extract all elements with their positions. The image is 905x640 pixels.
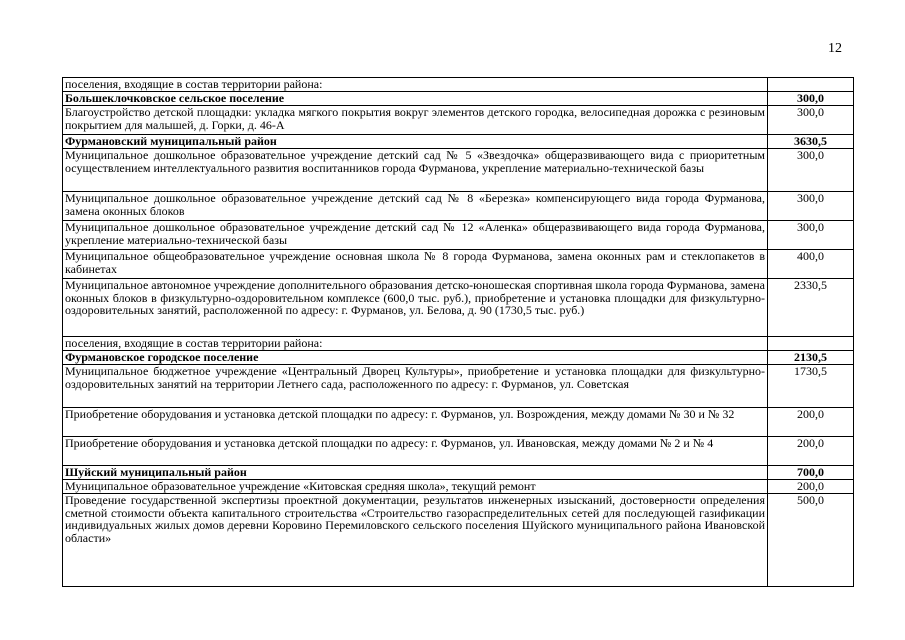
row-description: Муниципальное общеобразовательное учреждение основная школа № 8 города Фурманова, замена оконных рам и стеклопакетов в кабинетах <box>63 250 768 279</box>
table-row <box>63 250 854 279</box>
page-number: 12 <box>828 41 842 56</box>
row-description: Проведение государственной экспертизы проектной документации, результатов инженерных изысканий, достоверности определения сметной стоимости объекта капитального строительства «Строительство газораспределительных сетей для последующей газификации индивидуальных жилых домов деревни Коровино Перемиловского сельского поселения Шуйского муниципального района Ивановской области» <box>63 494 768 587</box>
row-amount: 200,0 <box>768 480 854 494</box>
row-description: Приобретение оборудования и установка детской площадки по адресу: г. Фурманов, ул. Возрождения, между домами № 30 и № 32 <box>63 408 768 437</box>
table-row-header <box>63 135 854 149</box>
table-row <box>63 106 854 135</box>
table-row <box>63 149 854 192</box>
row-amount: 200,0 <box>768 437 854 466</box>
row-description: Муниципальное дошкольное образовательное учреждение детский сад № 12 «Аленка» общеразвивающего вида города Фурманова, укрепление материально-технической базы <box>63 221 768 250</box>
row-description: Большеклочковское сельское поселение <box>63 92 768 106</box>
table-row <box>63 480 854 494</box>
row-amount: 300,0 <box>768 149 854 192</box>
row-amount: 700,0 <box>768 466 854 480</box>
budget-table <box>62 77 854 587</box>
row-amount: 3630,5 <box>768 135 854 149</box>
row-amount: 300,0 <box>768 106 854 135</box>
row-amount <box>768 78 854 92</box>
row-description: Муниципальное дошкольное образовательное учреждение детский сад № 8 «Березка» компенсирующего вида города Фурманова, замена оконных блоков <box>63 192 768 221</box>
row-description: поселения, входящие в состав территории района: <box>63 337 768 351</box>
row-amount: 300,0 <box>768 92 854 106</box>
row-amount: 1730,5 <box>768 365 854 408</box>
table-row <box>63 337 854 351</box>
row-description: Муниципальное бюджетное учреждение «Центральный Дворец Культуры», приобретение и установка площадки для физкультурно-оздоровительных занятий на территории Летнего сада, расположенного по адресу: г. Фурманов, ул. Советская <box>63 365 768 408</box>
row-amount: 400,0 <box>768 250 854 279</box>
row-description: Благоустройство детской площадки: укладка мягкого покрытия вокруг элементов детского городка, велосипедная дорожка с резиновым покрытием для малышей, д. Горки, д. 46-А <box>63 106 768 135</box>
table-row-header <box>63 351 854 365</box>
table-row-header <box>63 466 854 480</box>
row-description: Фурмановское городское поселение <box>63 351 768 365</box>
table-row-header <box>63 92 854 106</box>
row-description: поселения, входящие в состав территории района: <box>63 78 768 92</box>
row-amount: 500,0 <box>768 494 854 587</box>
row-amount: 200,0 <box>768 408 854 437</box>
table-row <box>63 279 854 337</box>
table-row <box>63 221 854 250</box>
row-amount: 300,0 <box>768 221 854 250</box>
table-row <box>63 365 854 408</box>
table-row <box>63 494 854 587</box>
budget-table-body <box>63 78 854 587</box>
row-amount: 300,0 <box>768 192 854 221</box>
row-amount <box>768 337 854 351</box>
row-description: Муниципальное образовательное учреждение «Китовская средняя школа», текущий ремонт <box>63 480 768 494</box>
table-row <box>63 192 854 221</box>
table-row <box>63 78 854 92</box>
row-description: Муниципальное автономное учреждение дополнительного образования детско-юношеская спортивная школа города Фурманова, замена оконных блоков в физкультурно-оздоровительном комплексе (600,0 тыс. руб.), приобретение и установка площадки для физкультурно-оздоровительных занятий, расположенной по адресу: г. Фурманов, ул. Белова, д. 90 (1730,5 тыс. руб.) <box>63 279 768 337</box>
row-description: Муниципальное дошкольное образовательное учреждение детский сад № 5 «Звездочка» общеразвивающего вида с приоритетным осуществлением интеллектуального развития воспитанников города Фурманова, укрепление материально-технической базы <box>63 149 768 192</box>
row-description: Фурмановский муниципальный район <box>63 135 768 149</box>
row-amount: 2130,5 <box>768 351 854 365</box>
row-description: Шуйский муниципальный район <box>63 466 768 480</box>
table-row <box>63 408 854 437</box>
row-amount: 2330,5 <box>768 279 854 337</box>
row-description: Приобретение оборудования и установка детской площадки по адресу: г. Фурманов, ул. Ивановская, между домами № 2 и № 4 <box>63 437 768 466</box>
table-row <box>63 437 854 466</box>
